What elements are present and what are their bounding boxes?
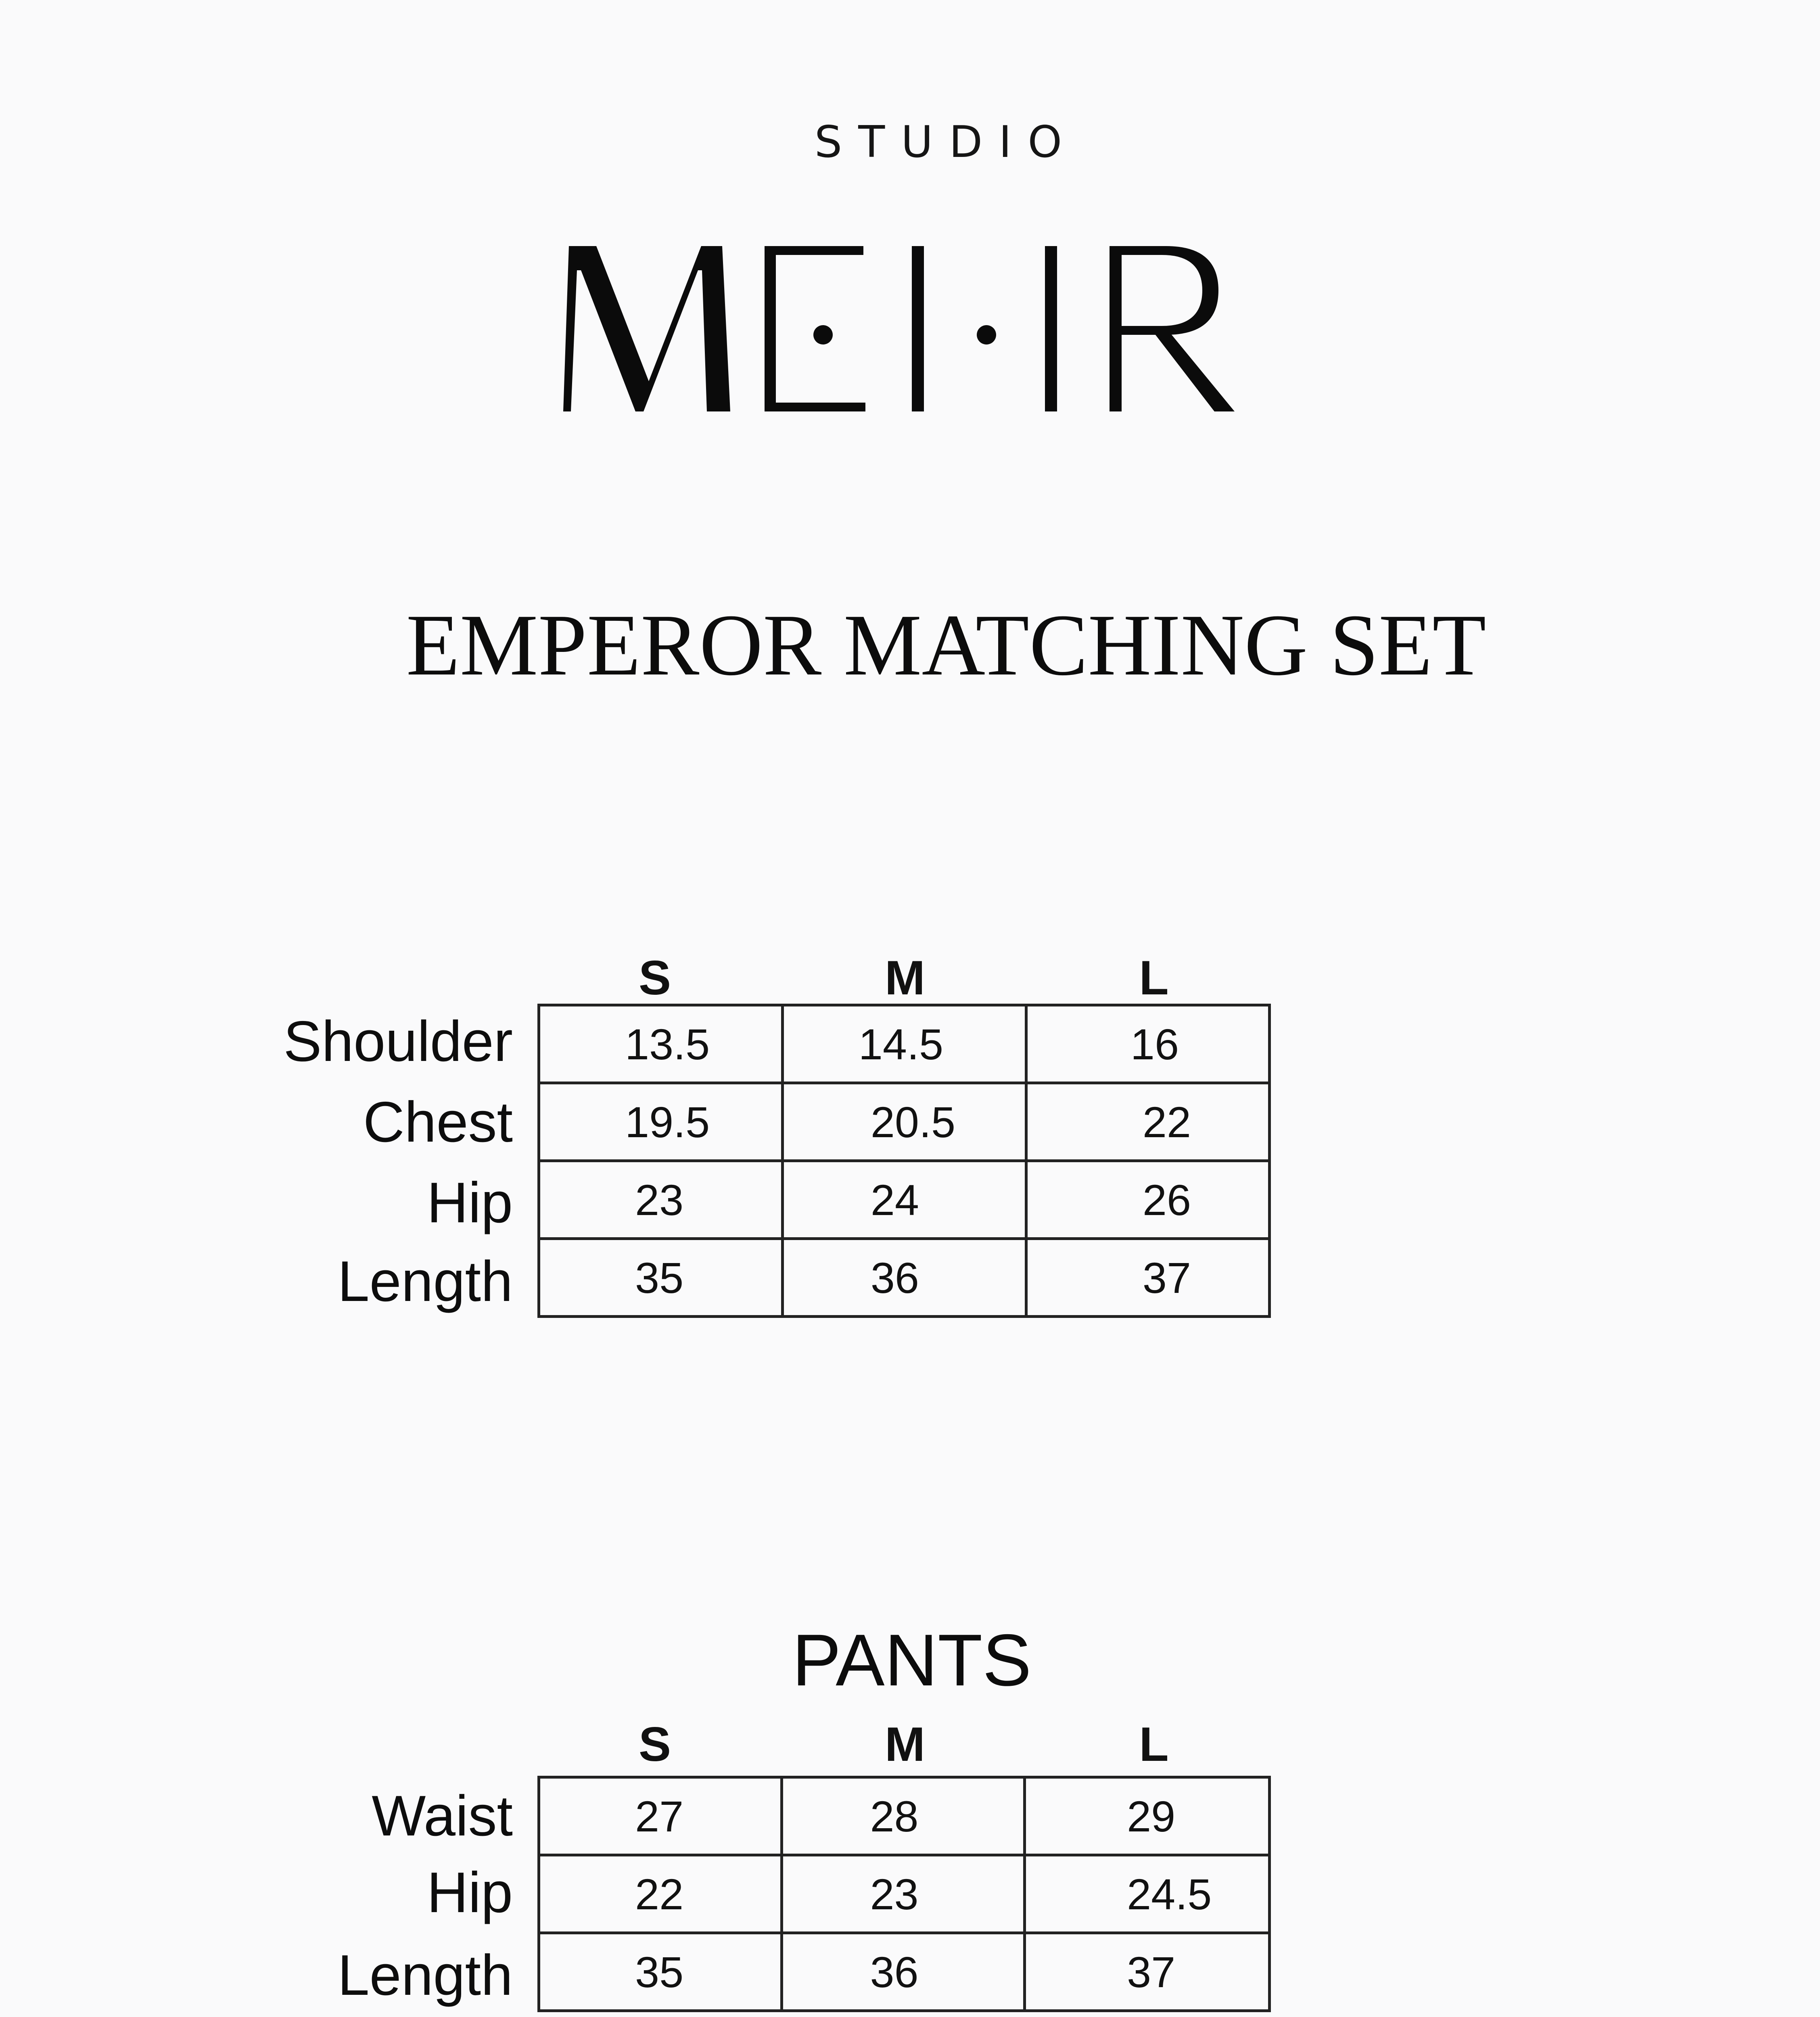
brand-subtitle: STUDIO [814,117,1078,167]
cell-value: 24 [870,1175,919,1224]
cell-value: 36 [870,1253,919,1302]
cell-value: 22 [1142,1097,1191,1146]
table-cell [782,1855,1025,1933]
table-cell [1026,1083,1269,1161]
cell-value: 35 [635,1947,684,1996]
cell-value: 35 [635,1253,684,1302]
cell-value: 22 [635,1869,684,1919]
table-cell [782,1239,1026,1317]
table-row [539,1855,1270,1933]
table-cell [1025,1855,1270,1933]
row-label-waist: Waist [372,1784,513,1848]
table-cell [539,1855,782,1933]
table-cell [539,1161,783,1239]
size-header-m: M [885,951,925,1005]
cell-value: 13.5 [625,1019,710,1069]
table-cell [1025,1777,1270,1855]
table-cell [782,1083,1026,1161]
table-cell [539,1083,783,1161]
table-row [539,1161,1270,1239]
cell-value: 14.5 [858,1019,944,1069]
table-cell [1025,1933,1270,2011]
size-header-m: M [885,1717,925,1771]
table-cell [782,1933,1025,2011]
table-row [539,1239,1270,1317]
size-header-s: S [638,951,671,1005]
brand-logo [549,234,1239,416]
cell-value: 26 [1142,1175,1191,1224]
cell-value: 37 [1127,1947,1176,1996]
table-row [539,1777,1270,1855]
cell-value: 36 [870,1947,919,1996]
row-label-hip: Hip [426,1860,513,1925]
table-row [539,1933,1270,2011]
row-label-chest: Chest [363,1090,513,1154]
table-row [539,1005,1270,1083]
table-cell [539,1777,782,1855]
pants-title: PANTS [792,1619,1032,1701]
cell-value: 27 [635,1791,684,1841]
cell-value: 20.5 [870,1097,956,1146]
row-label-length: Length [337,1249,513,1313]
table-cell [782,1777,1025,1855]
pants-measurement-grid [537,1776,1271,2012]
table-cell [539,1239,783,1317]
cell-value: 24.5 [1127,1869,1212,1919]
table-cell [539,1933,782,2011]
cell-value: 28 [870,1791,919,1841]
cell-value: 29 [1127,1791,1176,1841]
row-label-hip: Hip [426,1171,513,1235]
row-label-length: Length [337,1943,513,2007]
top-measurement-grid [537,1004,1271,1318]
cell-value: 16 [1130,1019,1179,1069]
table-cell [782,1161,1026,1239]
table-cell [1026,1161,1269,1239]
cell-value: 37 [1142,1253,1191,1302]
table-cell [782,1005,1026,1083]
product-title: EMPEROR MATCHING SET [406,597,1486,694]
table-row [539,1083,1270,1161]
table-cell [1026,1005,1269,1083]
cell-value: 23 [635,1175,684,1224]
row-label-shoulder: Shoulder [283,1009,513,1073]
size-header-l: L [1139,951,1169,1005]
cell-value: 19.5 [625,1097,710,1146]
size-header-l: L [1139,1717,1169,1771]
cell-value: 23 [870,1869,919,1919]
size-header-s: S [638,1717,671,1771]
table-cell [1026,1239,1269,1317]
table-cell [539,1005,783,1083]
